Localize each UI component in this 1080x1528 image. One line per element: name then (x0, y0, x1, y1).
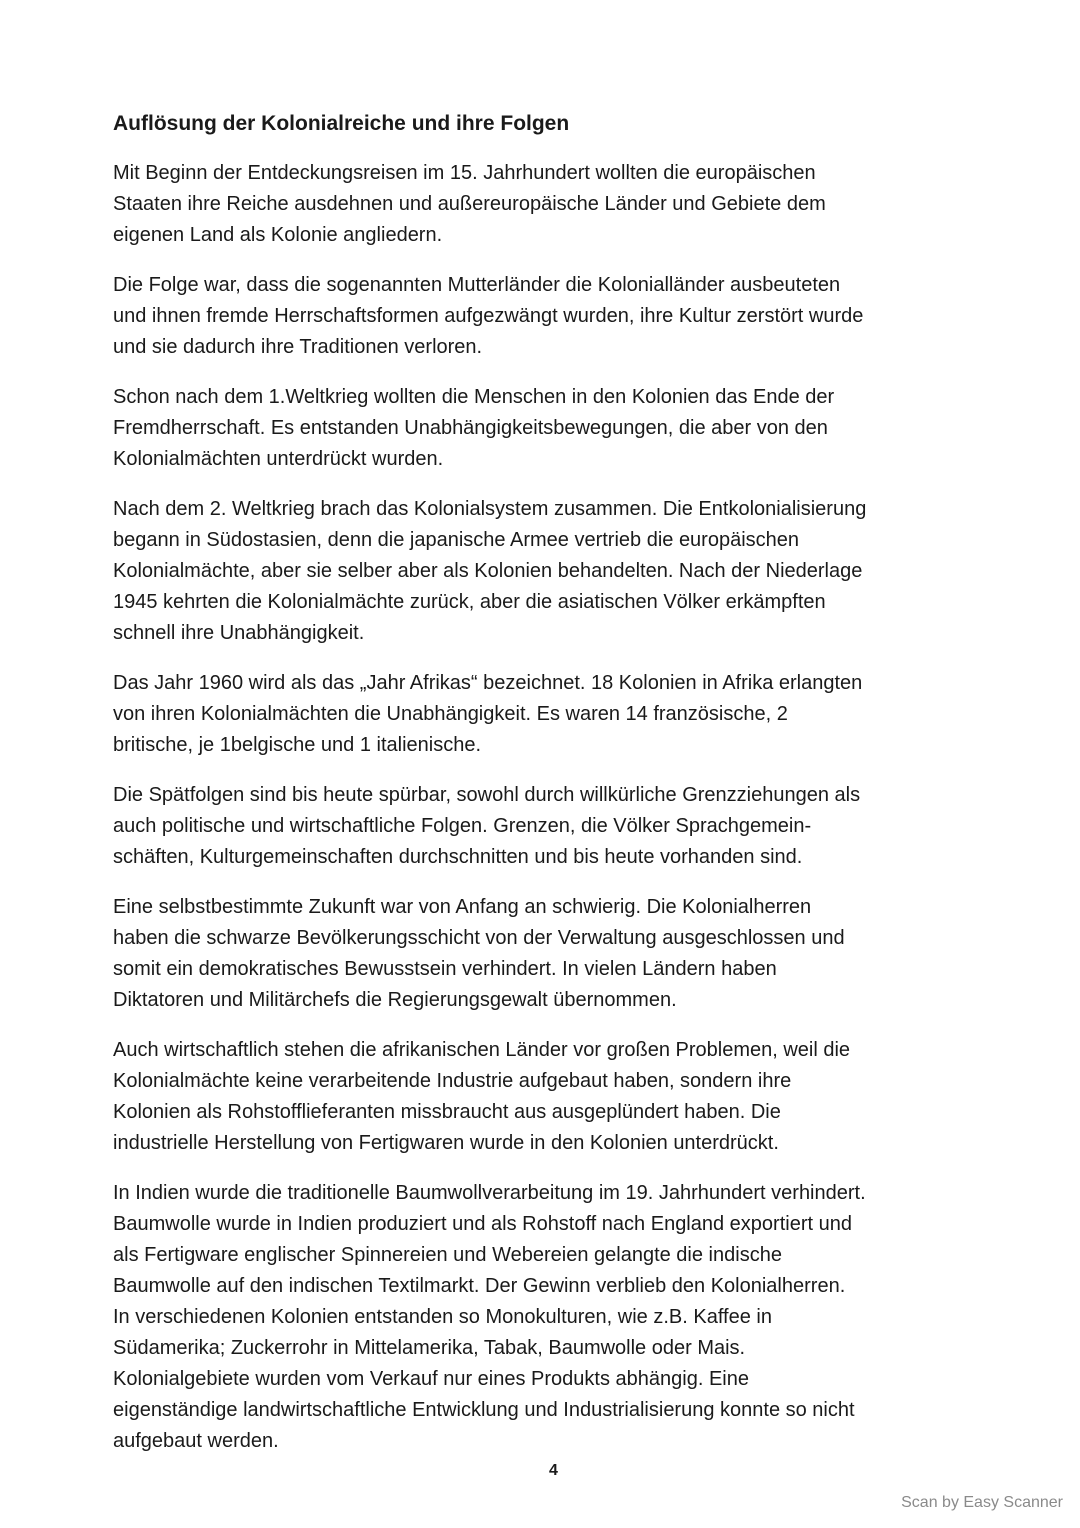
paragraph-6 (113, 780, 1013, 873)
page-number: 4 (549, 1462, 558, 1479)
text-line: Diktatoren und Militärchefs die Regierungsgewalt übernommen. (113, 989, 677, 1011)
text-line: Kolonialgebiete wurden vom Verkauf nur eines Produkts abhängig. Eine (113, 1368, 749, 1390)
text-line: Baumwolle auf den indischen Textilmarkt. Der Gewinn verblieb den Kolonialherren. (113, 1275, 846, 1297)
text-line: 1945 kehrten die Kolonialmächte zurück, aber die asiatischen Völker erkämpften (113, 591, 826, 613)
text-line: haben die schwarze Bevölkerungsschicht von der Verwaltung ausgeschlossen und (113, 927, 845, 949)
text-line: Kolonialmächten unterdrückt wurden. (113, 448, 444, 470)
text-line: Schon nach dem 1.Weltkrieg wollten die Menschen in den Kolonien das Ende der (113, 386, 835, 408)
paragraph-4 (113, 494, 1013, 649)
text-line: Fremdherrschaft. Es entstanden Unabhängigkeitsbewegungen, die aber von den (113, 417, 828, 439)
scanner-watermark: Scan by Easy Scanner (901, 1494, 1063, 1511)
text-line: In Indien wurde die traditionelle Baumwollverarbeitung im 19. Jahrhundert verhindert. (113, 1182, 866, 1204)
text-line: Staaten ihre Reiche ausdehnen und außereuropäische Länder und Gebiete dem (113, 193, 826, 215)
text-line: Kolonien als Rohstofflieferanten missbraucht aus ausgeplündert haben. Die (113, 1101, 781, 1123)
text-line: Auch wirtschaftlich stehen die afrikanischen Länder vor großen Problemen, weil die (113, 1039, 851, 1061)
text-line: Südamerika; Zuckerrohr in Mittelamerika, Tabak, Baumwolle oder Mais. (113, 1337, 746, 1359)
text-line: Eine selbstbestimmte Zukunft war von Anfang an schwierig. Die Kolonialherren (113, 896, 812, 918)
text-line: Kolonialmächte, aber sie selber aber als Kolonien behandelten. Nach der Niederlage (113, 560, 863, 582)
text-line: Mit Beginn der Entdeckungsreisen im 15. Jahrhundert wollten die europäischen (113, 162, 816, 184)
paragraph-7 (113, 892, 1013, 1016)
text-line: eigenen Land als Kolonie angliedern. (113, 224, 443, 246)
text-line: Nach dem 2. Weltkrieg brach das Kolonialsystem zusammen. Die Entkolonialisierung (113, 498, 867, 520)
text-line: von ihren Kolonialmächten die Unabhängigkeit. Es waren 14 französische, 2 (113, 703, 788, 725)
paragraph-9 (113, 1178, 1013, 1457)
text-line: eigenständige landwirtschaftliche Entwicklung und Industrialisierung konnte so nicht (113, 1399, 855, 1421)
text-line: Kolonialmächte keine verarbeitende Industrie aufgebaut haben, sondern ihre (113, 1070, 792, 1092)
text-line: schnell ihre Unabhängigkeit. (113, 622, 365, 644)
text-line: und ihnen fremde Herrschaftsformen aufgezwängt wurden, ihre Kultur zerstört wurde (113, 305, 864, 327)
text-line: schäften, Kulturgemeinschaften durchschnitten und bis heute vorhanden sind. (113, 846, 803, 868)
text-line: industrielle Herstellung von Fertigwaren wurde in den Kolonien unterdrückt. (113, 1132, 779, 1154)
text-line: Baumwolle wurde in Indien produziert und als Rohstoff nach England exportiert und (113, 1213, 852, 1235)
text-line: aufgebaut werden. (113, 1430, 279, 1452)
text-line: Die Spätfolgen sind bis heute spürbar, sowohl durch willkürliche Grenzziehungen als (113, 784, 861, 806)
text-line: Die Folge war, dass die sogenannten Mutterländer die Kolonialländer ausbeuteten (113, 274, 841, 296)
text-line: und sie dadurch ihre Traditionen verloren. (113, 336, 483, 358)
paragraph-1 (113, 158, 1013, 251)
text-line: In verschiedenen Kolonien entstanden so Monokulturen, wie z.B. Kaffee in (113, 1306, 772, 1328)
text-line: begann in Südostasien, denn die japanische Armee vertrieb die europäischen (113, 529, 800, 551)
text-line: Das Jahr 1960 wird als das „Jahr Afrikas“ bezeichnet. 18 Kolonien in Afrika erlangten (113, 672, 863, 694)
paragraph-5 (113, 668, 1013, 761)
text-line: auch politische und wirtschaftliche Folgen. Grenzen, die Völker Sprachgemein- (113, 815, 812, 837)
paragraph-2 (113, 270, 1013, 363)
paragraph-3 (113, 382, 1013, 475)
text-line: somit ein demokratisches Bewusstsein verhindert. In vielen Ländern haben (113, 958, 777, 980)
text-line: britische, je 1belgische und 1 italienische. (113, 734, 481, 756)
paragraph-8 (113, 1035, 1013, 1159)
page-title: Auflösung der Kolonialreiche und ihre Folgen (113, 112, 570, 135)
text-line: als Fertigware englischer Spinnereien und Webereien gelangte die indische (113, 1244, 782, 1266)
